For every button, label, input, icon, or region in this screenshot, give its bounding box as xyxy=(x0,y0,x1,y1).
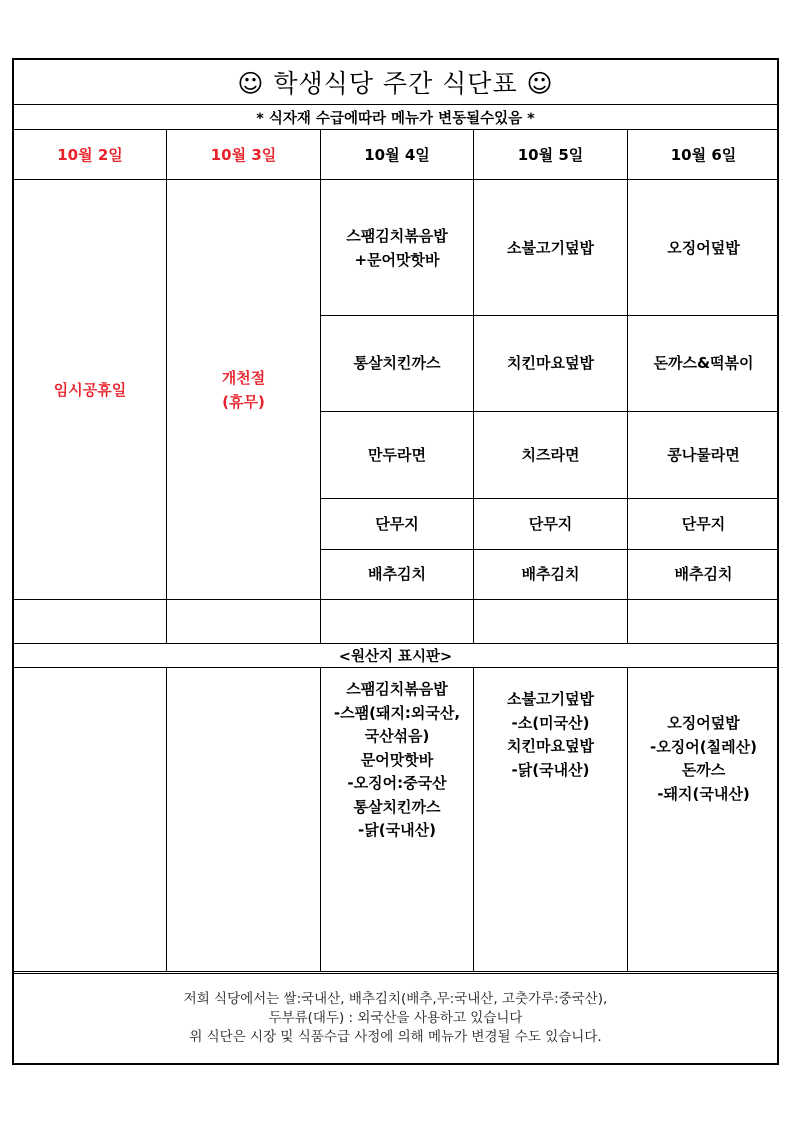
menu-row-5 xyxy=(321,549,777,599)
origin-text: 오징어덮밥 xyxy=(667,714,740,732)
menu-day5-item4: 단무지 xyxy=(681,514,726,533)
empty-row xyxy=(14,600,777,644)
date-day5: 10월 6일 xyxy=(670,146,737,164)
menu-day4-item4: 단무지 xyxy=(474,498,628,549)
menu-day5-item3: 콩나물라면 xyxy=(667,445,740,464)
date-day4: 10월 5일 xyxy=(474,130,628,179)
empty-cell xyxy=(14,600,167,643)
menu-sheet xyxy=(12,58,779,1065)
origin-text: -닭(국내산) xyxy=(358,821,436,839)
menu-day4-item3: 치즈라면 xyxy=(474,411,628,498)
origin-text: 치킨마요덮밥 xyxy=(507,737,594,755)
origin-day4 xyxy=(474,668,628,971)
menu-day5-item2: 돈까스&떡볶이 xyxy=(653,354,754,372)
notice-text: * 식자재 수급에따라 메뉴가 변동될수있음 * xyxy=(256,110,535,127)
origin-text: 통살치킨까스 xyxy=(353,797,441,816)
footer-line1: 저희 식당에서는 쌀:국내산, 배추김치(배추,무:국내산, 고춧가루:중국산), xyxy=(183,991,608,1007)
menu-text: +문어맛핫바 xyxy=(354,250,440,269)
origin-text: -소(미국산) xyxy=(511,713,590,732)
origin-block xyxy=(14,668,777,974)
holiday-day2 xyxy=(167,180,321,599)
notice-row xyxy=(14,105,777,130)
title-row xyxy=(14,60,777,105)
menu-day4-item2: 치킨마요덮밥 xyxy=(474,315,628,411)
origin-text: -돼지(국내산) xyxy=(657,784,750,803)
origin-text: 문어맛핫바 xyxy=(360,750,434,769)
holiday-day2-name: 개천절 xyxy=(221,368,266,387)
origin-text: -닭(국내산) xyxy=(511,760,590,779)
empty-cell xyxy=(628,600,779,643)
menu-row-1 xyxy=(321,180,777,316)
date-day3: 10월 4일 xyxy=(321,130,474,179)
origin-day2 xyxy=(167,668,321,971)
menu-day3-item2: 통살치킨까스 xyxy=(321,315,474,411)
origin-text: -스팸(돼지:외국산, xyxy=(333,703,461,722)
holiday-day2-note: (휴무) xyxy=(222,392,265,411)
footer-line2: 두부류(대두) : 외국산을 사용하고 있습니다 xyxy=(268,1010,523,1026)
menu-row-4 xyxy=(321,498,777,550)
date-row xyxy=(14,130,777,180)
menu-day3-item5: 배추김치 xyxy=(321,549,474,599)
origin-text: -오징어:중국산 xyxy=(347,774,447,792)
origin-text: 스팸김치볶음밥 xyxy=(346,680,448,698)
menu-day3-item1 xyxy=(321,180,474,315)
menu-block xyxy=(14,180,777,600)
menu-day3-item3: 만두라면 xyxy=(321,411,474,498)
origin-text: 소불고기덮밥 xyxy=(507,690,594,708)
menu-day5-item1: 오징어덮밥 xyxy=(667,238,740,257)
menu-text: 스팸김치볶음밥 xyxy=(346,226,448,245)
empty-cell xyxy=(321,600,474,643)
menu-day3-item4: 단무지 xyxy=(321,498,474,549)
origin-day1 xyxy=(14,668,167,971)
empty-cell xyxy=(474,600,628,643)
origin-text: 돈까스 xyxy=(681,761,726,779)
menu-day5-item5: 배추김치 xyxy=(674,565,733,583)
origin-text: 국산섞음) xyxy=(364,727,430,745)
footer-line3: 위 식단은 시장 및 식품수급 사정에 의해 메뉴가 변경될 수도 있습니다. xyxy=(189,1029,602,1045)
origin-header: <원산지 표시판> xyxy=(338,649,453,665)
origin-day5 xyxy=(628,668,779,971)
menu-row-2 xyxy=(321,315,777,412)
footer-notes xyxy=(14,974,777,1063)
page-title: ☺ 학생식당 주간 식단표 ☺ xyxy=(237,69,554,98)
holiday-day1: 임시공휴일 xyxy=(14,180,167,599)
date-day2: 10월 3일 xyxy=(167,130,321,179)
origin-text: -오징어(칠레산) xyxy=(650,737,757,756)
menu-day4-item1: 소불고기덮밥 xyxy=(474,180,628,315)
menu-row-3 xyxy=(321,411,777,499)
origin-day3 xyxy=(321,668,474,971)
origin-header-row xyxy=(14,644,777,668)
date-day1: 10월 2일 xyxy=(14,130,167,179)
menu-day4-item5: 배추김치 xyxy=(474,549,628,599)
empty-cell xyxy=(167,600,321,643)
